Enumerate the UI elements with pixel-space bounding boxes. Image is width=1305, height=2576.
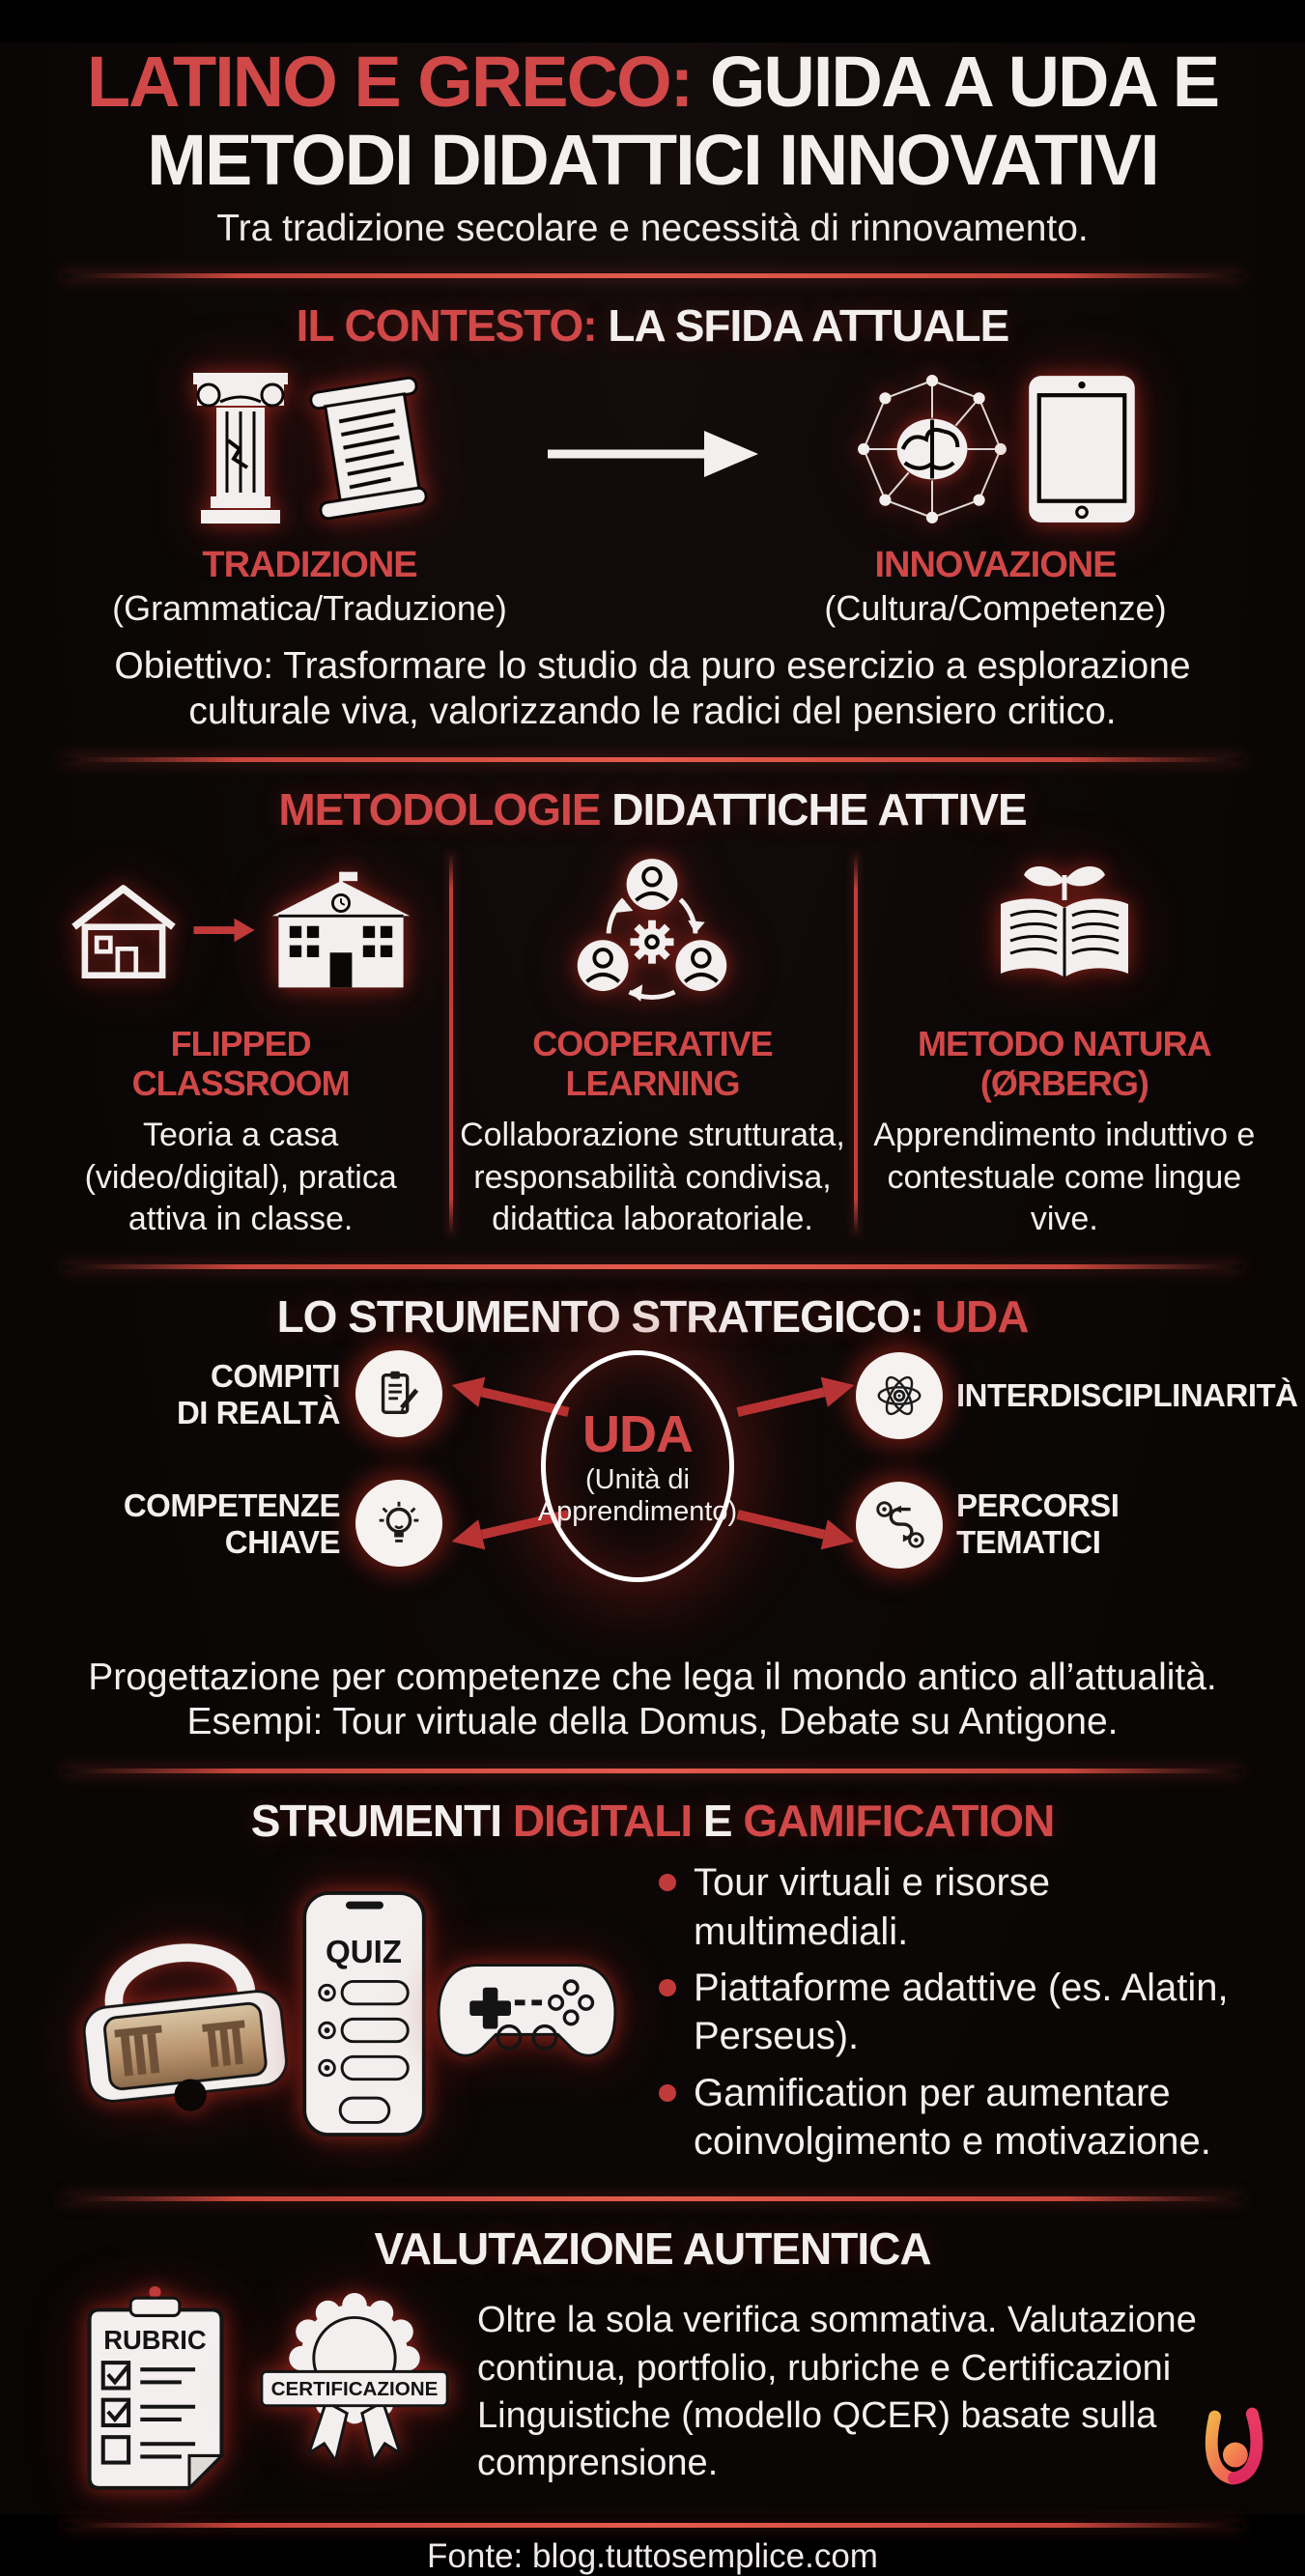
school-icon bbox=[268, 867, 414, 998]
lightbulb-icon bbox=[355, 1480, 442, 1567]
section-divider bbox=[62, 1264, 1243, 1269]
section-divider bbox=[62, 757, 1243, 762]
innovazione-block bbox=[764, 365, 1228, 629]
cooperative-title-line1: COOPERATIVE bbox=[532, 1024, 773, 1064]
quiz-label: QUIZ bbox=[325, 1934, 403, 1970]
infographic-page bbox=[0, 42, 1305, 2576]
compiti-label: COMPITI DI REALTÀ bbox=[176, 1357, 340, 1431]
tablet-icon bbox=[1026, 373, 1138, 530]
cooperative-group-gear-icon bbox=[567, 852, 737, 1013]
certification-label: CERTIFICAZIONE bbox=[270, 2378, 439, 2401]
open-book-leaves-icon bbox=[987, 855, 1142, 1010]
competenze-label: COMPETENZE CHIAVE bbox=[123, 1486, 340, 1561]
flipped-title-line2: CLASSROOM bbox=[131, 1062, 350, 1103]
contesto-heading-red: IL CONTESTO: bbox=[296, 299, 597, 351]
scroll-icon bbox=[298, 367, 444, 536]
route-pins-icon bbox=[856, 1482, 943, 1569]
uda-heading-white: LO STRUMENTO STRATEGICO: bbox=[276, 1290, 935, 1342]
cooperative-title-line2: LEARNING bbox=[565, 1062, 740, 1103]
uda-center-title: UDA bbox=[582, 1405, 693, 1464]
uda-center-sub2: Apprendimento) bbox=[537, 1495, 738, 1527]
title-white-part: GUIDA A UDA E bbox=[692, 42, 1219, 122]
certification-badge-icon bbox=[259, 2290, 450, 2494]
uda-para-line2: Esempi: Tour virtuale della Domus, Debate su Antigone. bbox=[186, 1701, 1119, 1743]
brain-network-icon bbox=[854, 371, 1010, 532]
flipped-title-line1: FLIPPED bbox=[170, 1024, 311, 1064]
section-divider bbox=[62, 2523, 1243, 2528]
uda-paragraph bbox=[0, 1656, 1305, 1746]
clipboard-pencil-icon bbox=[355, 1350, 442, 1437]
atom-icon bbox=[856, 1352, 943, 1439]
valutazione-body: Oltre la sola verifica sommativa. Valutazione continua, portfolio, rubriche e Certificazioni Linguistiche (modello QCER) basate sulla comprensione. bbox=[477, 2300, 1197, 2484]
valutazione-row bbox=[79, 2284, 1237, 2500]
column-divider bbox=[854, 851, 858, 1236]
uda-center-sub1: (Unità di bbox=[585, 1464, 690, 1496]
uda-heading bbox=[0, 1290, 1305, 1343]
source-text: Fonte: blog.tuttosemplice.com bbox=[427, 2537, 878, 2576]
small-red-arrow-icon bbox=[190, 914, 258, 951]
greek-column-icon bbox=[186, 367, 295, 536]
uda-para-line1: Progettazione per competenze che lega il mondo antico all’attualità. bbox=[88, 1656, 1217, 1698]
objective-line1: Obiettivo: Trasformare lo studio da puro esercizio a esplorazione bbox=[114, 644, 1191, 687]
vr-headset-icon bbox=[53, 1898, 311, 2134]
title-line2: METODI DIDATTICI INNOVATIVI bbox=[147, 120, 1158, 201]
objective-line2: culturale viva, valorizzando le radici del pensiero critico. bbox=[188, 690, 1117, 732]
uda-diagram bbox=[0, 1350, 1305, 1648]
bullet-item: Gamification per aumentare coinvolgimento e motivazione. bbox=[659, 2069, 1247, 2166]
section-divider bbox=[62, 2196, 1243, 2201]
rubric-clipboard-icon bbox=[79, 2284, 232, 2500]
strumenti-row bbox=[64, 1858, 1247, 2173]
page-subtitle: Tra tradizione secolare e necessità di rinnovamento. bbox=[216, 207, 1089, 249]
percorsi-label: PERCORSI TEMATICI bbox=[956, 1486, 1120, 1561]
transition-arrow-icon bbox=[542, 425, 764, 483]
title-line1 bbox=[0, 42, 1305, 121]
metodologie-heading-white: DIDATTICHE ATTIVE bbox=[600, 784, 1027, 835]
metodo-natura-column bbox=[870, 849, 1259, 1240]
bullet-item: Tour virtuali e risorse multimediali. bbox=[659, 1858, 1247, 1956]
game-controller-icon bbox=[428, 1948, 626, 2084]
contesto-heading bbox=[0, 299, 1305, 352]
tradizione-block bbox=[78, 365, 542, 629]
cooperative-body: Collaborazione strutturata, responsabilità condivisa, didattica laboratoriale. bbox=[460, 1117, 845, 1238]
innovazione-sublabel: (Cultura/Competenze) bbox=[824, 587, 1167, 628]
uda-center-circle bbox=[537, 1350, 738, 1582]
bullet-dot bbox=[659, 1979, 676, 1996]
natura-body: Apprendimento induttivo e contestuale come lingue vive. bbox=[873, 1117, 1256, 1238]
bullet-dot bbox=[659, 2084, 676, 2102]
quiz-phone-icon bbox=[300, 1889, 428, 2143]
strumenti-bullets bbox=[659, 1858, 1247, 2173]
bullet-dot bbox=[659, 1874, 676, 1891]
tradizione-sublabel: (Grammatica/Traduzione) bbox=[112, 587, 507, 628]
objective-text bbox=[0, 644, 1305, 735]
natura-title-line1: METODO NATURA bbox=[918, 1024, 1211, 1064]
metodologie-heading-red: METODOLOGIE bbox=[278, 784, 601, 835]
title-red-part: LATINO E GRECO: bbox=[86, 42, 693, 122]
innovazione-label: INNOVAZIONE bbox=[874, 544, 1117, 585]
flipped-classroom-column bbox=[46, 849, 435, 1240]
uda-arrow-top-right bbox=[734, 1370, 858, 1427]
section-divider bbox=[62, 1769, 1243, 1773]
rubric-label: RUBRIC bbox=[103, 2325, 207, 2356]
page-title bbox=[0, 42, 1305, 200]
column-divider bbox=[449, 851, 453, 1236]
house-icon bbox=[67, 876, 181, 989]
bullet-item: Piattaforme adattive (es. Alatin, Perseus). bbox=[659, 1964, 1247, 2061]
metodologie-heading bbox=[0, 783, 1305, 835]
interdisciplinarita-label: INTERDISCIPLINARITÀ bbox=[956, 1376, 1298, 1413]
cooperative-learning-column bbox=[458, 849, 846, 1240]
contesto-row bbox=[0, 365, 1305, 629]
uda-heading-red: UDA bbox=[934, 1290, 1029, 1342]
strumenti-heading: STRUMENTI DIGITALI E GAMIFICATION bbox=[250, 1796, 1055, 1847]
metodologie-grid bbox=[46, 849, 1259, 1240]
uda-arrow-bottom-right bbox=[734, 1499, 858, 1556]
contesto-heading-white: LA SFIDA ATTUALE bbox=[596, 299, 1009, 351]
valutazione-heading: VALUTAZIONE AUTENTICA bbox=[374, 2223, 931, 2275]
section-divider bbox=[62, 273, 1243, 278]
brand-logo-icon bbox=[1199, 2400, 1268, 2505]
tradizione-label: TRADIZIONE bbox=[202, 544, 417, 585]
natura-title-line2: (ØRBERG) bbox=[979, 1062, 1149, 1103]
flipped-body: Teoria a casa (video/digital), pratica attiva in classe. bbox=[84, 1117, 397, 1238]
